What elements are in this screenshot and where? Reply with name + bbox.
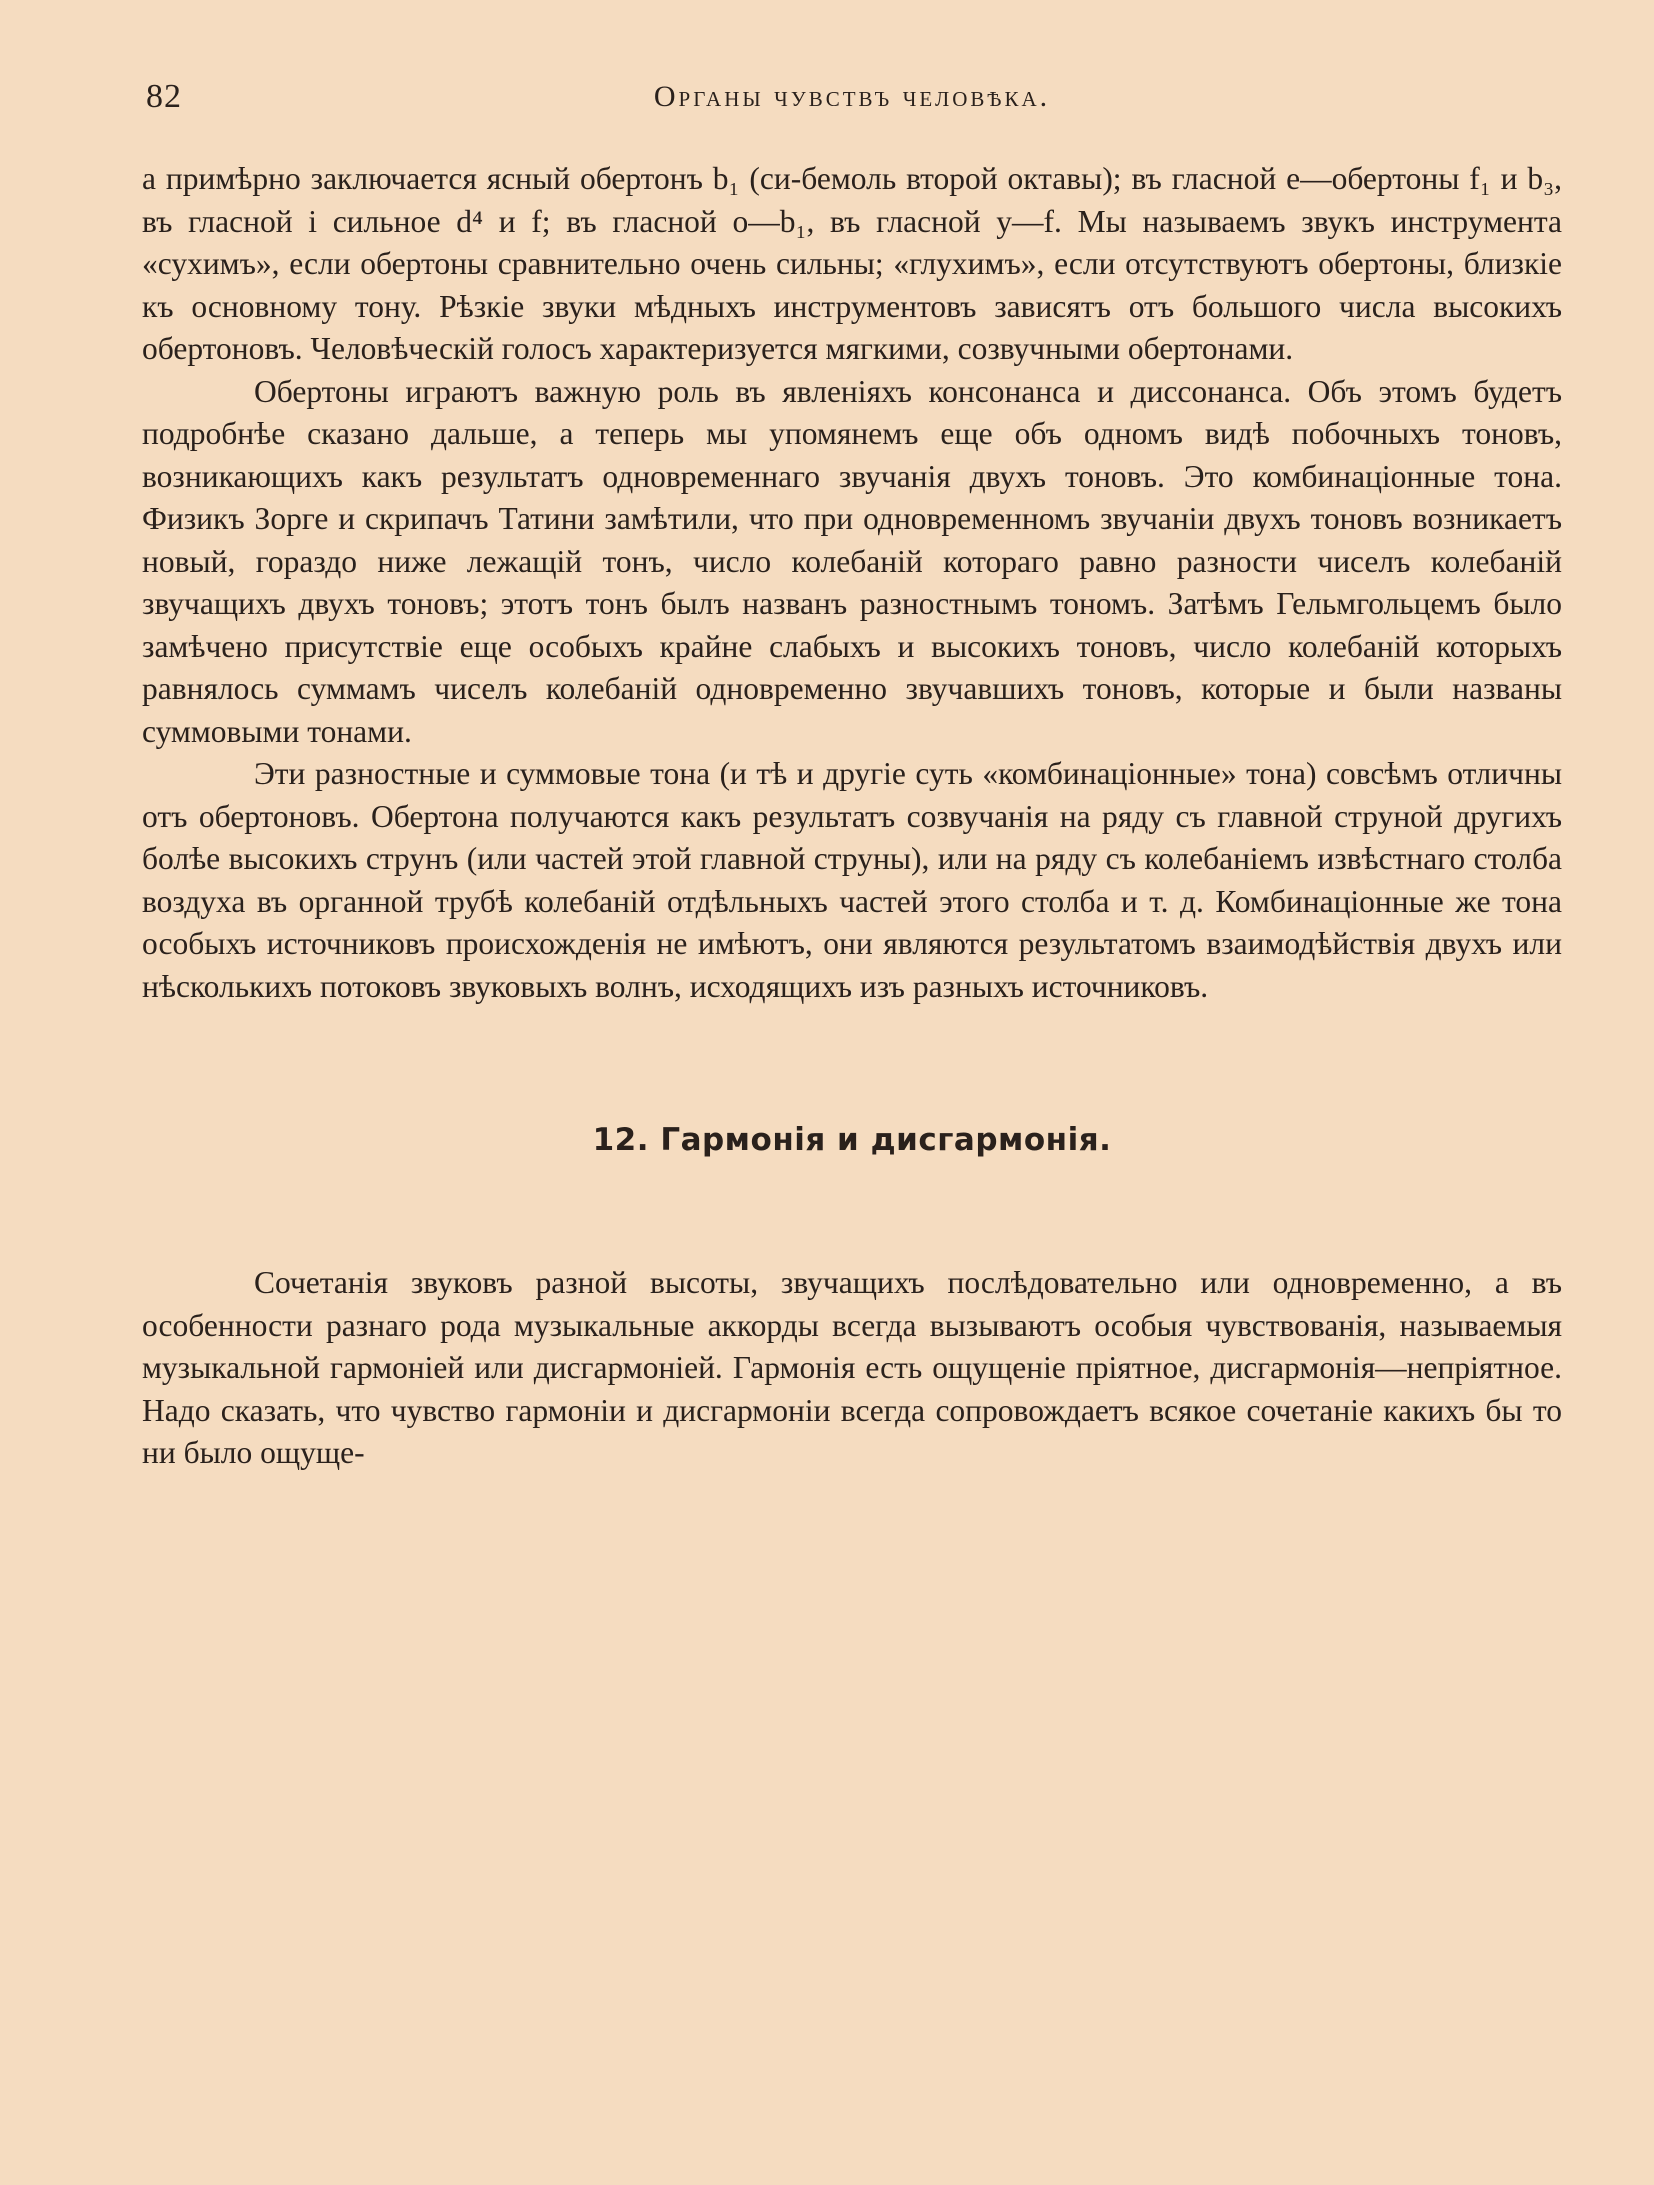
page-body xyxy=(142,158,1562,1475)
page-header xyxy=(142,78,1562,128)
paragraph-difference-summation: Эти разностные и суммовые тона (и тѣ и другіе суть «комбинаціонные» тона) совсѣмъ отличны отъ обертоновъ. Обертона получаются какъ результатъ созвучанія на ряду съ главной струной другихъ болѣе высокихъ струнъ (или частей этой главной струны), или на ряду съ колебаніемъ извѣстнаго столба воздуха въ органной трубѣ колебаній отдѣльныхъ частей этого столба и т. д. Комбинаціонные же тона особыхъ источниковъ происхожденія не имѣютъ, они являются результатомъ взаимодѣйствія двухъ или нѣсколькихъ потоковъ звуковыхъ волнъ, исходящихъ изъ разныхъ источниковъ. xyxy=(142,756,1562,1004)
paragraph-combination-tones: Обертоны играютъ важную роль въ явленіяхъ консонанса и диссонанса. Объ этомъ будетъ подробнѣе сказано дальше, а теперь мы упомянемъ еще объ одномъ видѣ побочныхъ тоновъ, возникающихъ какъ результатъ одновременнаго звучанія двухъ тоновъ. Это комбинаціонные тона. Физикъ Зорге и скрипачъ Татини замѣтили, что при одновременномъ звучаніи двухъ тоновъ возникаетъ новый, гораздо ниже лежащій тонъ, число колебаній котораго равно разности чиселъ колебаній звучащихъ двухъ тоновъ; этотъ тонъ былъ названъ разностнымъ тономъ. Затѣмъ Гельмгольцемъ было замѣчено присутствіе еще особыхъ крайне слабыхъ и высокихъ тоновъ, число колебаній которыхъ равнялось суммамъ чиселъ колебаній одновременно звучавшихъ тоновъ, которые и были названы суммовыми тонами. xyxy=(142,373,1562,749)
paragraph-overtones-vowels: a примѣрно заключается ясный обертонъ b₁ (си-бемоль второй октавы); въ гласной e—обертоны f₁ и b₃, въ гласной i сильное d⁴ и f; въ гласной o—b₁, въ гласной y—f. Мы называемъ звукъ инструмента «сухимъ», если обертоны сравнительно очень сильны; «глухимъ», если отсутствуютъ обертоны, близкіе къ основному тону. Рѣзкіе звуки мѣдныхъ инструментовъ зависятъ отъ большого числа высокихъ обертоновъ. Человѣческій голосъ характеризуется мягкими, созвучными обертонами. xyxy=(142,161,1562,366)
page-number: 82 xyxy=(146,78,182,115)
paragraph-harmony: Сочетанія звуковъ разной высоты, звучащихъ послѣдовательно или одновременно, а въ особенности разнаго рода музыкальные аккорды всегда вызываютъ особыя чувствованія, называемыя музыкальной гармоніей или дисгармоніей. Гармонія есть ощущеніе пріятное, дисгармонія—непріятное. Надо сказать, что чувство гармоніи и дисгармоніи всегда сопровождаетъ всякое сочетаніе какихъ бы то ни было ощуще- xyxy=(142,1265,1562,1470)
section-heading: 12. Гармонія и дисгармонія. xyxy=(592,1122,1112,1158)
running-title: Органы чувствъ человѣка. xyxy=(653,80,1051,113)
